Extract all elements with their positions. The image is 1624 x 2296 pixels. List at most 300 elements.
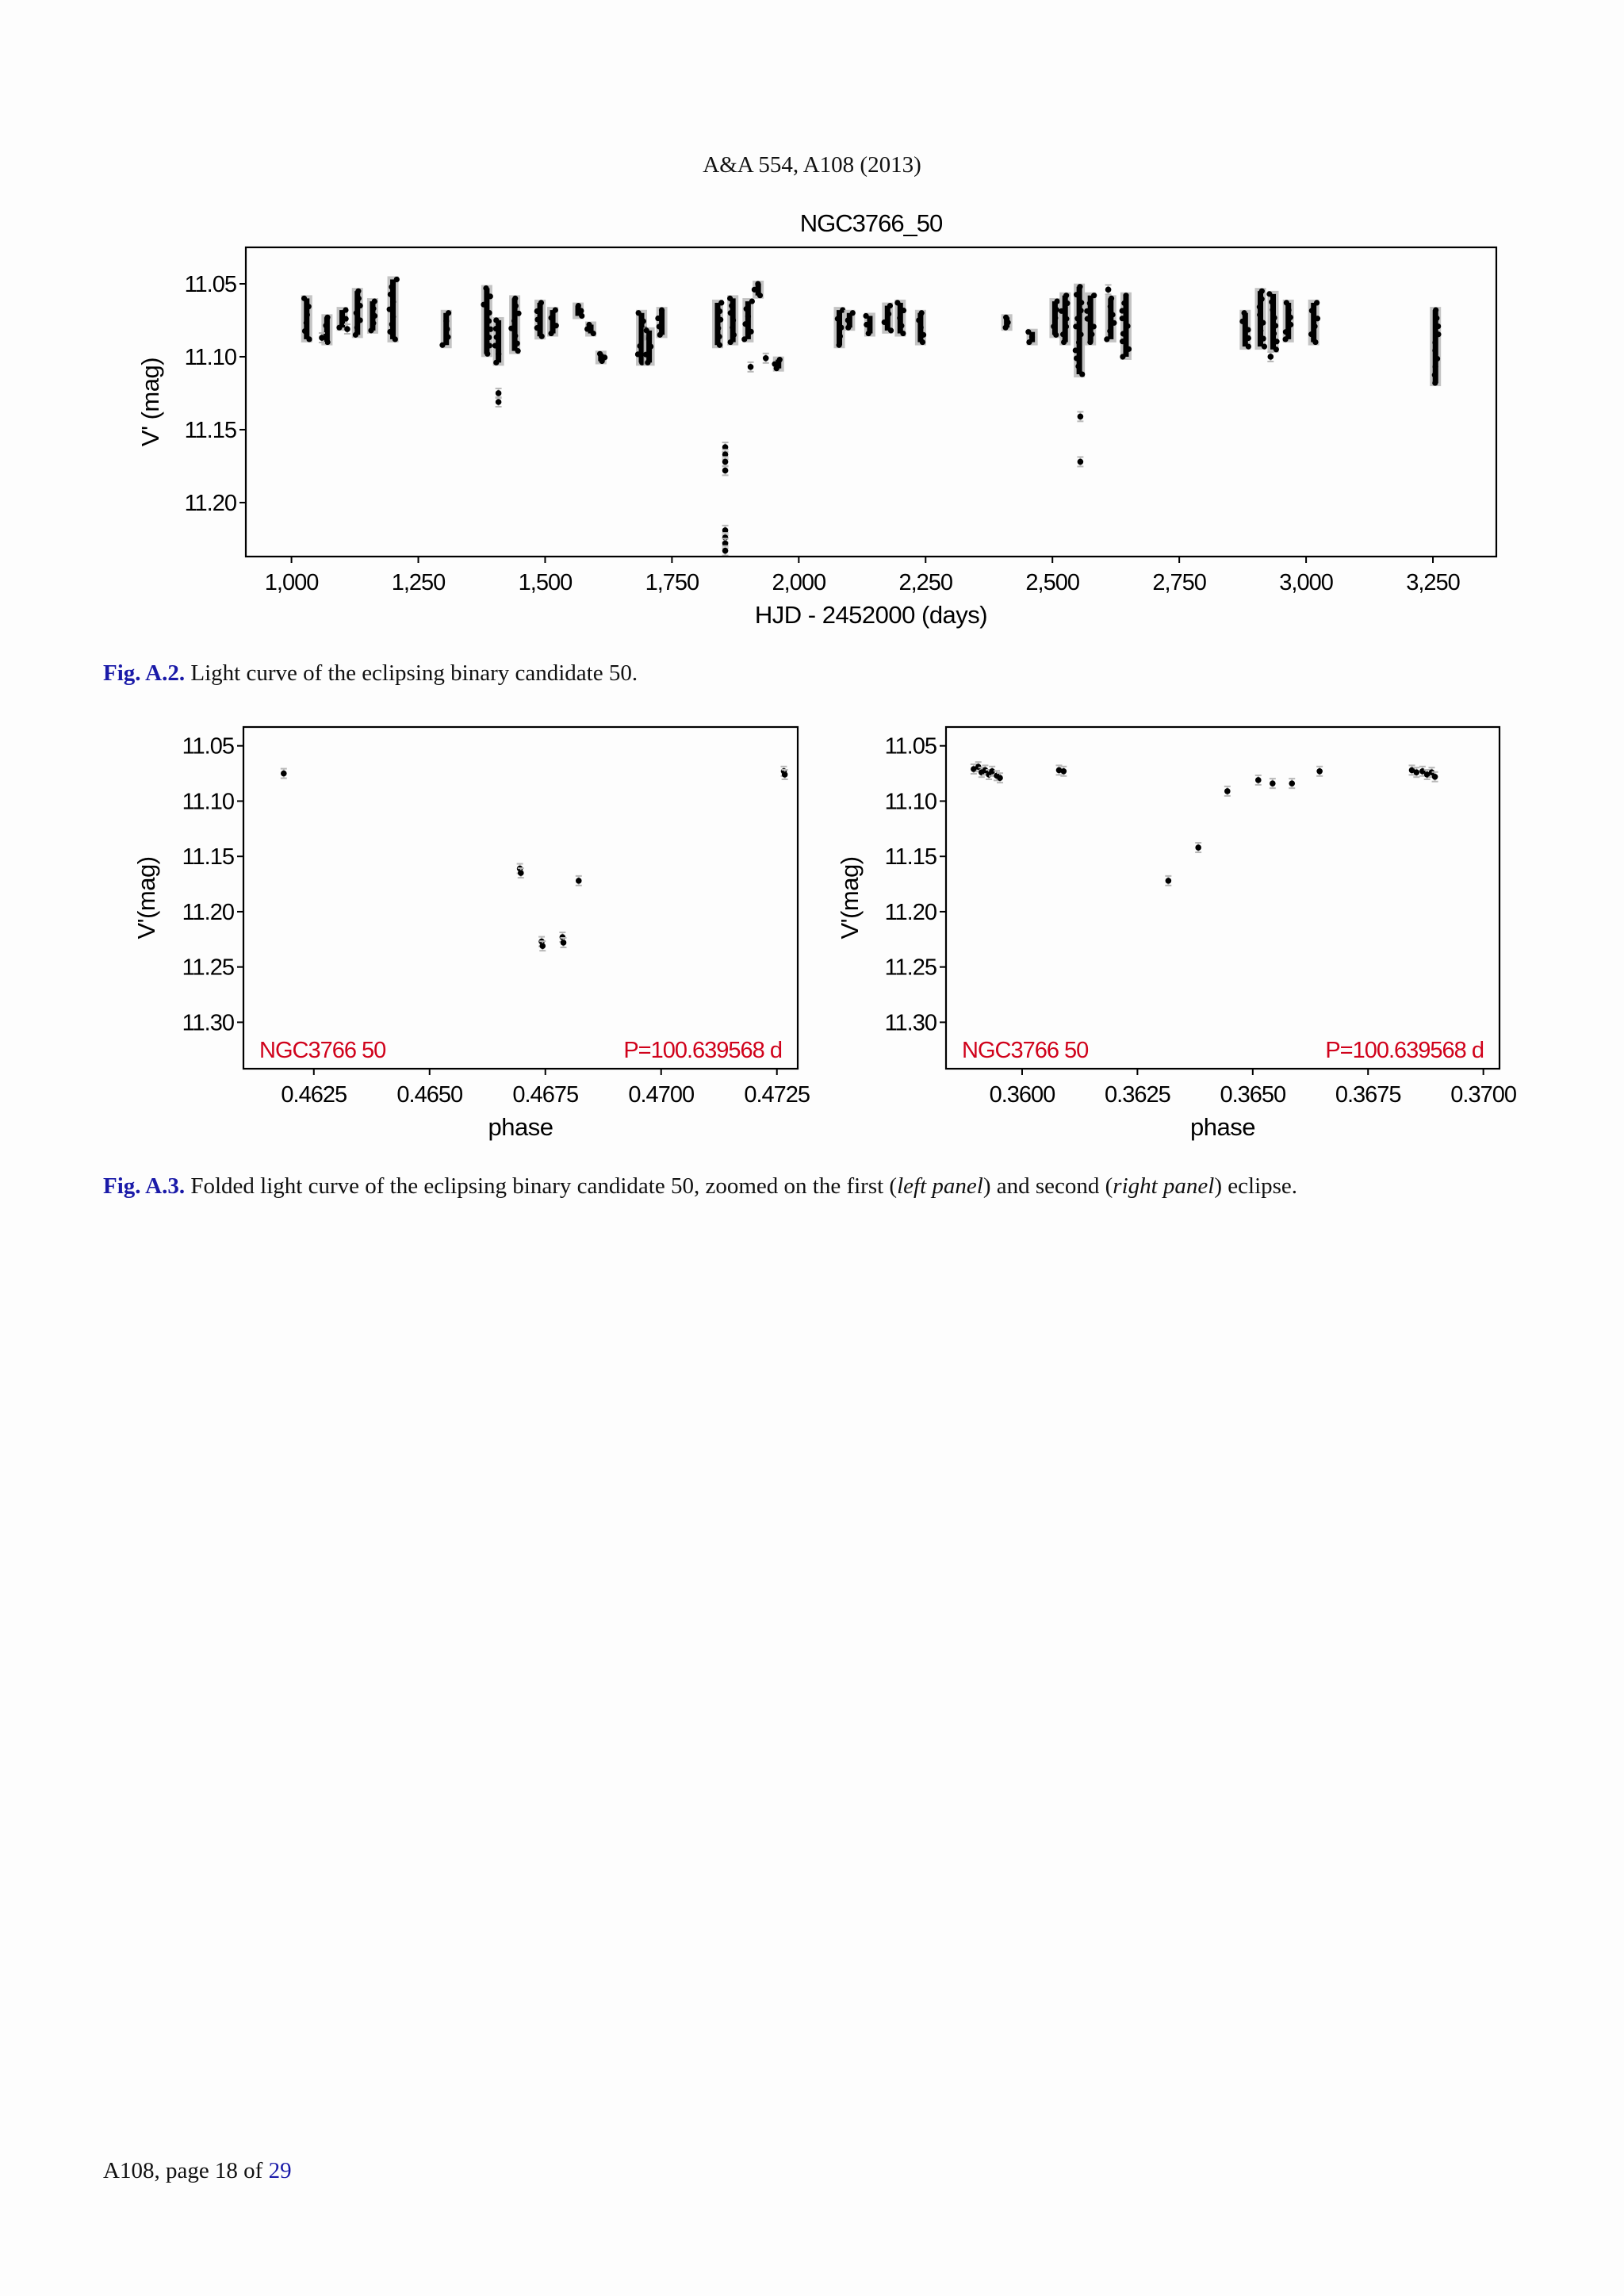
data-point bbox=[850, 310, 856, 316]
data-point bbox=[1433, 364, 1438, 369]
data-point bbox=[576, 878, 582, 884]
data-cluster bbox=[324, 317, 330, 342]
data-point bbox=[539, 943, 546, 949]
data-point bbox=[1079, 371, 1085, 377]
data-point bbox=[1308, 331, 1314, 337]
data-point bbox=[920, 339, 925, 345]
data-point bbox=[304, 320, 309, 326]
data-point bbox=[641, 319, 646, 324]
x-tick-label: 1,250 bbox=[391, 570, 446, 595]
data-point bbox=[302, 328, 308, 334]
data-point bbox=[657, 323, 662, 329]
data-point bbox=[1078, 414, 1084, 420]
data-point bbox=[387, 307, 393, 312]
data-point bbox=[882, 320, 887, 325]
x-tick-label: 0.4625 bbox=[281, 1082, 347, 1108]
x-tick-label: 0.3600 bbox=[989, 1082, 1055, 1108]
figure-a3-caption-right-panel: right panel bbox=[1113, 1173, 1215, 1199]
data-point bbox=[1029, 335, 1035, 340]
data-point bbox=[343, 308, 348, 313]
y-tick-label: 11.05 bbox=[184, 271, 236, 297]
data-point bbox=[657, 332, 663, 338]
data-point bbox=[1120, 316, 1125, 321]
data-point bbox=[518, 870, 524, 876]
data-point bbox=[1435, 323, 1441, 329]
data-point bbox=[730, 317, 736, 323]
data-point bbox=[1003, 325, 1009, 331]
data-point bbox=[1120, 331, 1126, 336]
data-point bbox=[1063, 323, 1069, 329]
figure-a3-caption-part2: ) and second ( bbox=[982, 1173, 1113, 1199]
data-point bbox=[515, 348, 521, 354]
data-point bbox=[1259, 289, 1265, 294]
data-point bbox=[1432, 774, 1438, 780]
data-point bbox=[748, 364, 754, 370]
x-axis-label: HJD - 2452000 (days) bbox=[754, 601, 988, 629]
data-point bbox=[324, 339, 330, 345]
data-point bbox=[1255, 777, 1262, 783]
figure-a2-caption bbox=[103, 660, 638, 687]
data-point bbox=[636, 310, 642, 316]
y-tick-label: 11.10 bbox=[884, 789, 936, 815]
data-point bbox=[742, 321, 748, 327]
x-tick-label: 2,250 bbox=[898, 570, 953, 595]
data-point bbox=[356, 296, 362, 301]
data-point bbox=[324, 315, 330, 320]
data-point bbox=[1121, 300, 1127, 306]
data-point bbox=[511, 318, 517, 323]
data-point bbox=[487, 342, 492, 348]
data-point bbox=[752, 287, 757, 293]
data-point bbox=[1239, 319, 1245, 324]
data-point bbox=[1085, 316, 1090, 322]
data-point bbox=[919, 310, 925, 316]
data-point bbox=[1274, 346, 1279, 352]
data-point bbox=[485, 351, 490, 357]
figure-a3-link[interactable]: Fig. A.3. bbox=[103, 1173, 186, 1199]
data-point bbox=[887, 303, 893, 308]
x-axis-label: phase bbox=[1190, 1113, 1255, 1141]
data-point bbox=[1087, 339, 1093, 345]
data-point bbox=[717, 308, 722, 314]
data-point bbox=[387, 329, 393, 335]
y-tick-label: 11.05 bbox=[884, 733, 936, 760]
figure-a2-link[interactable]: Fig. A.2. bbox=[103, 660, 186, 686]
x-axis-label: phase bbox=[488, 1113, 553, 1141]
y-tick-label: 11.15 bbox=[182, 844, 234, 871]
data-point bbox=[1316, 768, 1323, 775]
data-point bbox=[1003, 315, 1009, 320]
data-point bbox=[837, 342, 842, 348]
data-point bbox=[1105, 287, 1112, 293]
data-point bbox=[358, 303, 363, 308]
data-point bbox=[508, 326, 514, 331]
data-point bbox=[1289, 780, 1295, 786]
data-point bbox=[1111, 320, 1116, 326]
page-footer bbox=[103, 2158, 292, 2184]
x-tick-label: 1,750 bbox=[645, 570, 699, 595]
data-point bbox=[1108, 304, 1113, 309]
data-point bbox=[864, 322, 869, 327]
data-point bbox=[486, 335, 492, 340]
data-point bbox=[1059, 308, 1064, 314]
data-point bbox=[319, 335, 325, 341]
plot-frame bbox=[243, 727, 798, 1069]
data-point bbox=[1269, 299, 1274, 304]
data-point bbox=[493, 317, 499, 323]
data-point bbox=[1005, 320, 1010, 325]
data-point bbox=[635, 351, 641, 357]
data-point bbox=[553, 308, 558, 313]
data-point bbox=[644, 327, 649, 333]
data-point bbox=[561, 939, 567, 946]
y-axis-label: V' (mag) bbox=[136, 357, 164, 447]
data-cluster bbox=[659, 310, 665, 335]
data-point bbox=[1084, 308, 1090, 314]
plot-frame bbox=[946, 727, 1500, 1069]
page-total-link[interactable]: 29 bbox=[268, 2158, 292, 2183]
data-point bbox=[1026, 339, 1032, 345]
data-point bbox=[1288, 322, 1293, 327]
y-axis-label: V'(mag) bbox=[836, 856, 864, 939]
data-point bbox=[549, 315, 554, 320]
data-point bbox=[372, 313, 377, 319]
data-point bbox=[1309, 308, 1315, 313]
data-point bbox=[515, 341, 520, 346]
data-point bbox=[1271, 315, 1277, 320]
data-point bbox=[1120, 354, 1125, 359]
data-point bbox=[1073, 323, 1078, 329]
data-point bbox=[1025, 329, 1031, 335]
data-point bbox=[744, 306, 749, 312]
y-tick-label: 11.15 bbox=[884, 844, 936, 871]
data-point bbox=[579, 313, 584, 319]
data-point bbox=[1076, 339, 1082, 345]
y-tick-label: 11.20 bbox=[182, 899, 234, 925]
data-point bbox=[1434, 316, 1439, 321]
data-point bbox=[1262, 343, 1267, 349]
data-point bbox=[1285, 308, 1291, 313]
y-tick-label: 11.20 bbox=[884, 899, 936, 925]
data-point bbox=[1260, 320, 1266, 326]
data-point bbox=[646, 335, 652, 341]
data-point bbox=[757, 293, 763, 298]
x-tick-label: 0.4700 bbox=[628, 1082, 695, 1108]
data-point bbox=[1288, 315, 1293, 320]
data-point bbox=[1051, 323, 1056, 329]
data-point bbox=[1245, 327, 1251, 332]
data-point bbox=[1242, 310, 1247, 316]
data-point bbox=[1257, 312, 1262, 318]
x-tick-label: 0.3650 bbox=[1220, 1082, 1286, 1108]
data-point bbox=[1274, 339, 1279, 344]
figure-a2-caption-text: Light curve of the eclipsing binary candidate 50. bbox=[185, 660, 638, 686]
y-tick-label: 11.25 bbox=[884, 955, 936, 981]
data-point bbox=[372, 298, 377, 304]
data-point bbox=[655, 316, 661, 321]
data-point bbox=[389, 284, 394, 289]
data-point bbox=[1312, 339, 1318, 345]
data-point bbox=[323, 323, 328, 328]
data-point bbox=[1091, 323, 1097, 329]
folded-curve-right-chart bbox=[817, 714, 1624, 1154]
x-tick-label: 0.3700 bbox=[1450, 1082, 1516, 1108]
data-point bbox=[599, 358, 605, 364]
x-tick-label: 0.3625 bbox=[1105, 1082, 1170, 1108]
data-point bbox=[443, 318, 449, 323]
data-cluster bbox=[1433, 310, 1438, 383]
y-tick-label: 11.20 bbox=[184, 490, 236, 516]
data-point bbox=[659, 308, 665, 313]
data-point bbox=[1433, 308, 1438, 313]
data-point bbox=[493, 326, 499, 331]
data-point bbox=[1087, 300, 1093, 306]
data-point bbox=[997, 775, 1003, 781]
object-label: NGC3766 50 bbox=[259, 1038, 386, 1063]
y-tick-label: 11.25 bbox=[182, 955, 234, 981]
x-tick-label: 0.4725 bbox=[744, 1082, 810, 1108]
data-point bbox=[648, 343, 653, 349]
data-point bbox=[354, 325, 360, 331]
data-point bbox=[1074, 316, 1080, 321]
data-point bbox=[866, 331, 871, 336]
data-point bbox=[845, 325, 851, 331]
data-point bbox=[1063, 316, 1069, 322]
data-point bbox=[492, 342, 498, 348]
x-tick-label: 2,500 bbox=[1025, 570, 1080, 595]
data-point bbox=[1078, 300, 1084, 305]
data-point bbox=[900, 331, 906, 336]
chart-title: NGC3766_50 bbox=[799, 209, 943, 237]
data-point bbox=[1259, 297, 1265, 302]
data-point bbox=[488, 327, 493, 332]
data-point bbox=[774, 365, 779, 371]
data-point bbox=[1109, 312, 1115, 317]
light-curve-chart bbox=[0, 206, 1624, 642]
data-point bbox=[1075, 363, 1081, 369]
data-point bbox=[534, 316, 540, 322]
data-point bbox=[1257, 304, 1262, 310]
data-point bbox=[1315, 316, 1320, 321]
data-point bbox=[777, 357, 783, 362]
figure-a3-caption bbox=[103, 1173, 1297, 1200]
data-point bbox=[718, 300, 724, 305]
data-point bbox=[894, 300, 900, 305]
data-point bbox=[916, 317, 921, 323]
data-point bbox=[496, 390, 502, 396]
data-point bbox=[886, 311, 891, 316]
data-point bbox=[741, 336, 747, 342]
data-point bbox=[1107, 328, 1113, 334]
data-point bbox=[1074, 292, 1079, 297]
data-point bbox=[1432, 380, 1438, 385]
y-tick-label: 11.05 bbox=[182, 733, 234, 760]
x-tick-label: 3,000 bbox=[1279, 570, 1333, 595]
data-point bbox=[1435, 331, 1441, 337]
data-point bbox=[496, 351, 501, 357]
data-point bbox=[643, 352, 649, 358]
data-point bbox=[921, 332, 926, 338]
data-point bbox=[439, 342, 445, 348]
data-point bbox=[355, 289, 361, 294]
data-point bbox=[1271, 331, 1277, 336]
plot-frame bbox=[246, 247, 1496, 557]
y-tick-label: 11.15 bbox=[184, 417, 236, 443]
data-point bbox=[446, 310, 451, 316]
data-point bbox=[722, 459, 729, 465]
data-point bbox=[584, 326, 590, 331]
data-point bbox=[496, 399, 502, 405]
x-tick-label: 0.4675 bbox=[512, 1082, 579, 1108]
data-point bbox=[1283, 329, 1289, 335]
data-point bbox=[901, 308, 906, 313]
y-tick-label: 11.30 bbox=[182, 1010, 234, 1036]
data-point bbox=[1120, 308, 1125, 313]
data-point bbox=[1258, 328, 1263, 334]
data-point bbox=[898, 323, 904, 328]
data-point bbox=[1282, 336, 1288, 342]
data-point bbox=[1054, 307, 1059, 312]
data-point bbox=[306, 304, 312, 309]
folded-curve-left-chart bbox=[0, 714, 817, 1154]
data-point bbox=[722, 548, 729, 554]
data-point bbox=[370, 306, 376, 312]
data-point bbox=[715, 325, 721, 331]
figure-a3-caption-left-panel: left panel bbox=[897, 1173, 983, 1199]
data-point bbox=[394, 277, 400, 282]
data-point bbox=[1078, 308, 1083, 313]
data-point bbox=[717, 342, 722, 348]
data-point bbox=[755, 281, 760, 286]
data-point bbox=[597, 351, 603, 357]
data-point bbox=[591, 331, 596, 336]
data-point bbox=[1123, 293, 1128, 298]
data-point bbox=[513, 303, 519, 308]
data-point bbox=[731, 332, 737, 338]
data-point bbox=[1124, 323, 1130, 329]
data-point bbox=[493, 360, 499, 365]
data-point bbox=[727, 296, 733, 301]
page-number: A108, page 18 of bbox=[103, 2158, 269, 2183]
data-point bbox=[728, 310, 733, 316]
data-point bbox=[1054, 298, 1059, 304]
period-label: P=100.639568 d bbox=[623, 1038, 782, 1063]
data-point bbox=[306, 336, 312, 342]
data-point bbox=[445, 335, 450, 340]
data-point bbox=[1104, 336, 1109, 342]
data-point bbox=[897, 316, 902, 321]
data-point bbox=[1061, 768, 1067, 775]
data-cluster bbox=[550, 310, 556, 333]
data-point bbox=[486, 318, 492, 323]
data-point bbox=[1432, 339, 1438, 345]
data-point bbox=[1432, 372, 1438, 377]
data-point bbox=[1077, 284, 1082, 289]
data-point bbox=[539, 334, 545, 339]
data-point bbox=[1195, 844, 1201, 851]
data-point bbox=[1064, 300, 1070, 306]
data-point bbox=[1268, 354, 1274, 360]
data-point bbox=[1284, 300, 1289, 305]
data-point bbox=[1432, 348, 1438, 354]
x-tick-label: 0.4650 bbox=[396, 1082, 463, 1108]
data-point bbox=[1314, 300, 1320, 305]
data-point bbox=[483, 285, 488, 291]
figure-a3-caption-part1: Folded light curve of the eclipsing binary candidate 50, zoomed on the first ( bbox=[185, 1173, 898, 1199]
data-point bbox=[368, 327, 373, 333]
x-tick-label: 2,000 bbox=[772, 570, 826, 595]
data-point bbox=[1246, 343, 1251, 349]
data-point bbox=[1414, 769, 1420, 775]
data-point bbox=[578, 308, 584, 313]
data-point bbox=[1053, 332, 1059, 338]
data-point bbox=[782, 771, 788, 778]
data-point bbox=[838, 325, 844, 331]
data-point bbox=[763, 355, 769, 362]
running-head: A&A 554, A108 (2013) bbox=[703, 152, 921, 178]
x-tick-label: 1,500 bbox=[518, 570, 573, 595]
object-label: NGC3766 50 bbox=[962, 1038, 1089, 1063]
data-point bbox=[390, 314, 396, 320]
x-tick-label: 2,750 bbox=[1152, 570, 1206, 595]
data-point bbox=[304, 312, 310, 317]
period-label: P=100.639568 d bbox=[1325, 1038, 1484, 1063]
data-point bbox=[553, 323, 559, 328]
data-point bbox=[488, 293, 493, 299]
data-point bbox=[1091, 293, 1097, 298]
data-point bbox=[1074, 355, 1079, 361]
data-point bbox=[1126, 346, 1132, 352]
y-axis-label: V'(mag) bbox=[132, 856, 160, 939]
data-point bbox=[494, 335, 500, 340]
data-cluster bbox=[885, 306, 891, 331]
data-point bbox=[729, 303, 734, 308]
data-point bbox=[393, 336, 398, 342]
x-tick-label: 1,000 bbox=[264, 570, 319, 595]
data-point bbox=[1246, 335, 1251, 341]
data-point bbox=[1078, 459, 1084, 465]
data-point bbox=[534, 308, 540, 314]
y-tick-label: 11.10 bbox=[184, 344, 236, 370]
data-point bbox=[515, 311, 521, 316]
data-point bbox=[845, 317, 851, 323]
data-point bbox=[370, 320, 376, 326]
data-point bbox=[1434, 356, 1440, 362]
data-point bbox=[637, 343, 642, 349]
data-point bbox=[1052, 316, 1058, 321]
data-point bbox=[835, 316, 841, 322]
data-point bbox=[1078, 331, 1083, 337]
data-point bbox=[343, 316, 349, 322]
x-tick-label: 0.3675 bbox=[1335, 1082, 1401, 1108]
figure-a3-caption-part3: ) eclipse. bbox=[1214, 1173, 1298, 1199]
data-point bbox=[538, 300, 544, 305]
data-point bbox=[1063, 293, 1069, 298]
data-point bbox=[918, 325, 924, 331]
x-tick-label: 3,250 bbox=[1406, 570, 1460, 595]
data-point bbox=[512, 333, 518, 339]
data-point bbox=[1120, 339, 1125, 344]
data-point bbox=[301, 296, 307, 301]
data-point bbox=[1261, 336, 1266, 342]
data-point bbox=[717, 334, 722, 339]
data-point bbox=[344, 326, 350, 332]
data-point bbox=[486, 310, 492, 316]
data-point bbox=[1270, 307, 1275, 312]
data-point bbox=[354, 310, 359, 316]
data-point bbox=[1273, 323, 1278, 328]
data-point bbox=[1060, 331, 1066, 337]
